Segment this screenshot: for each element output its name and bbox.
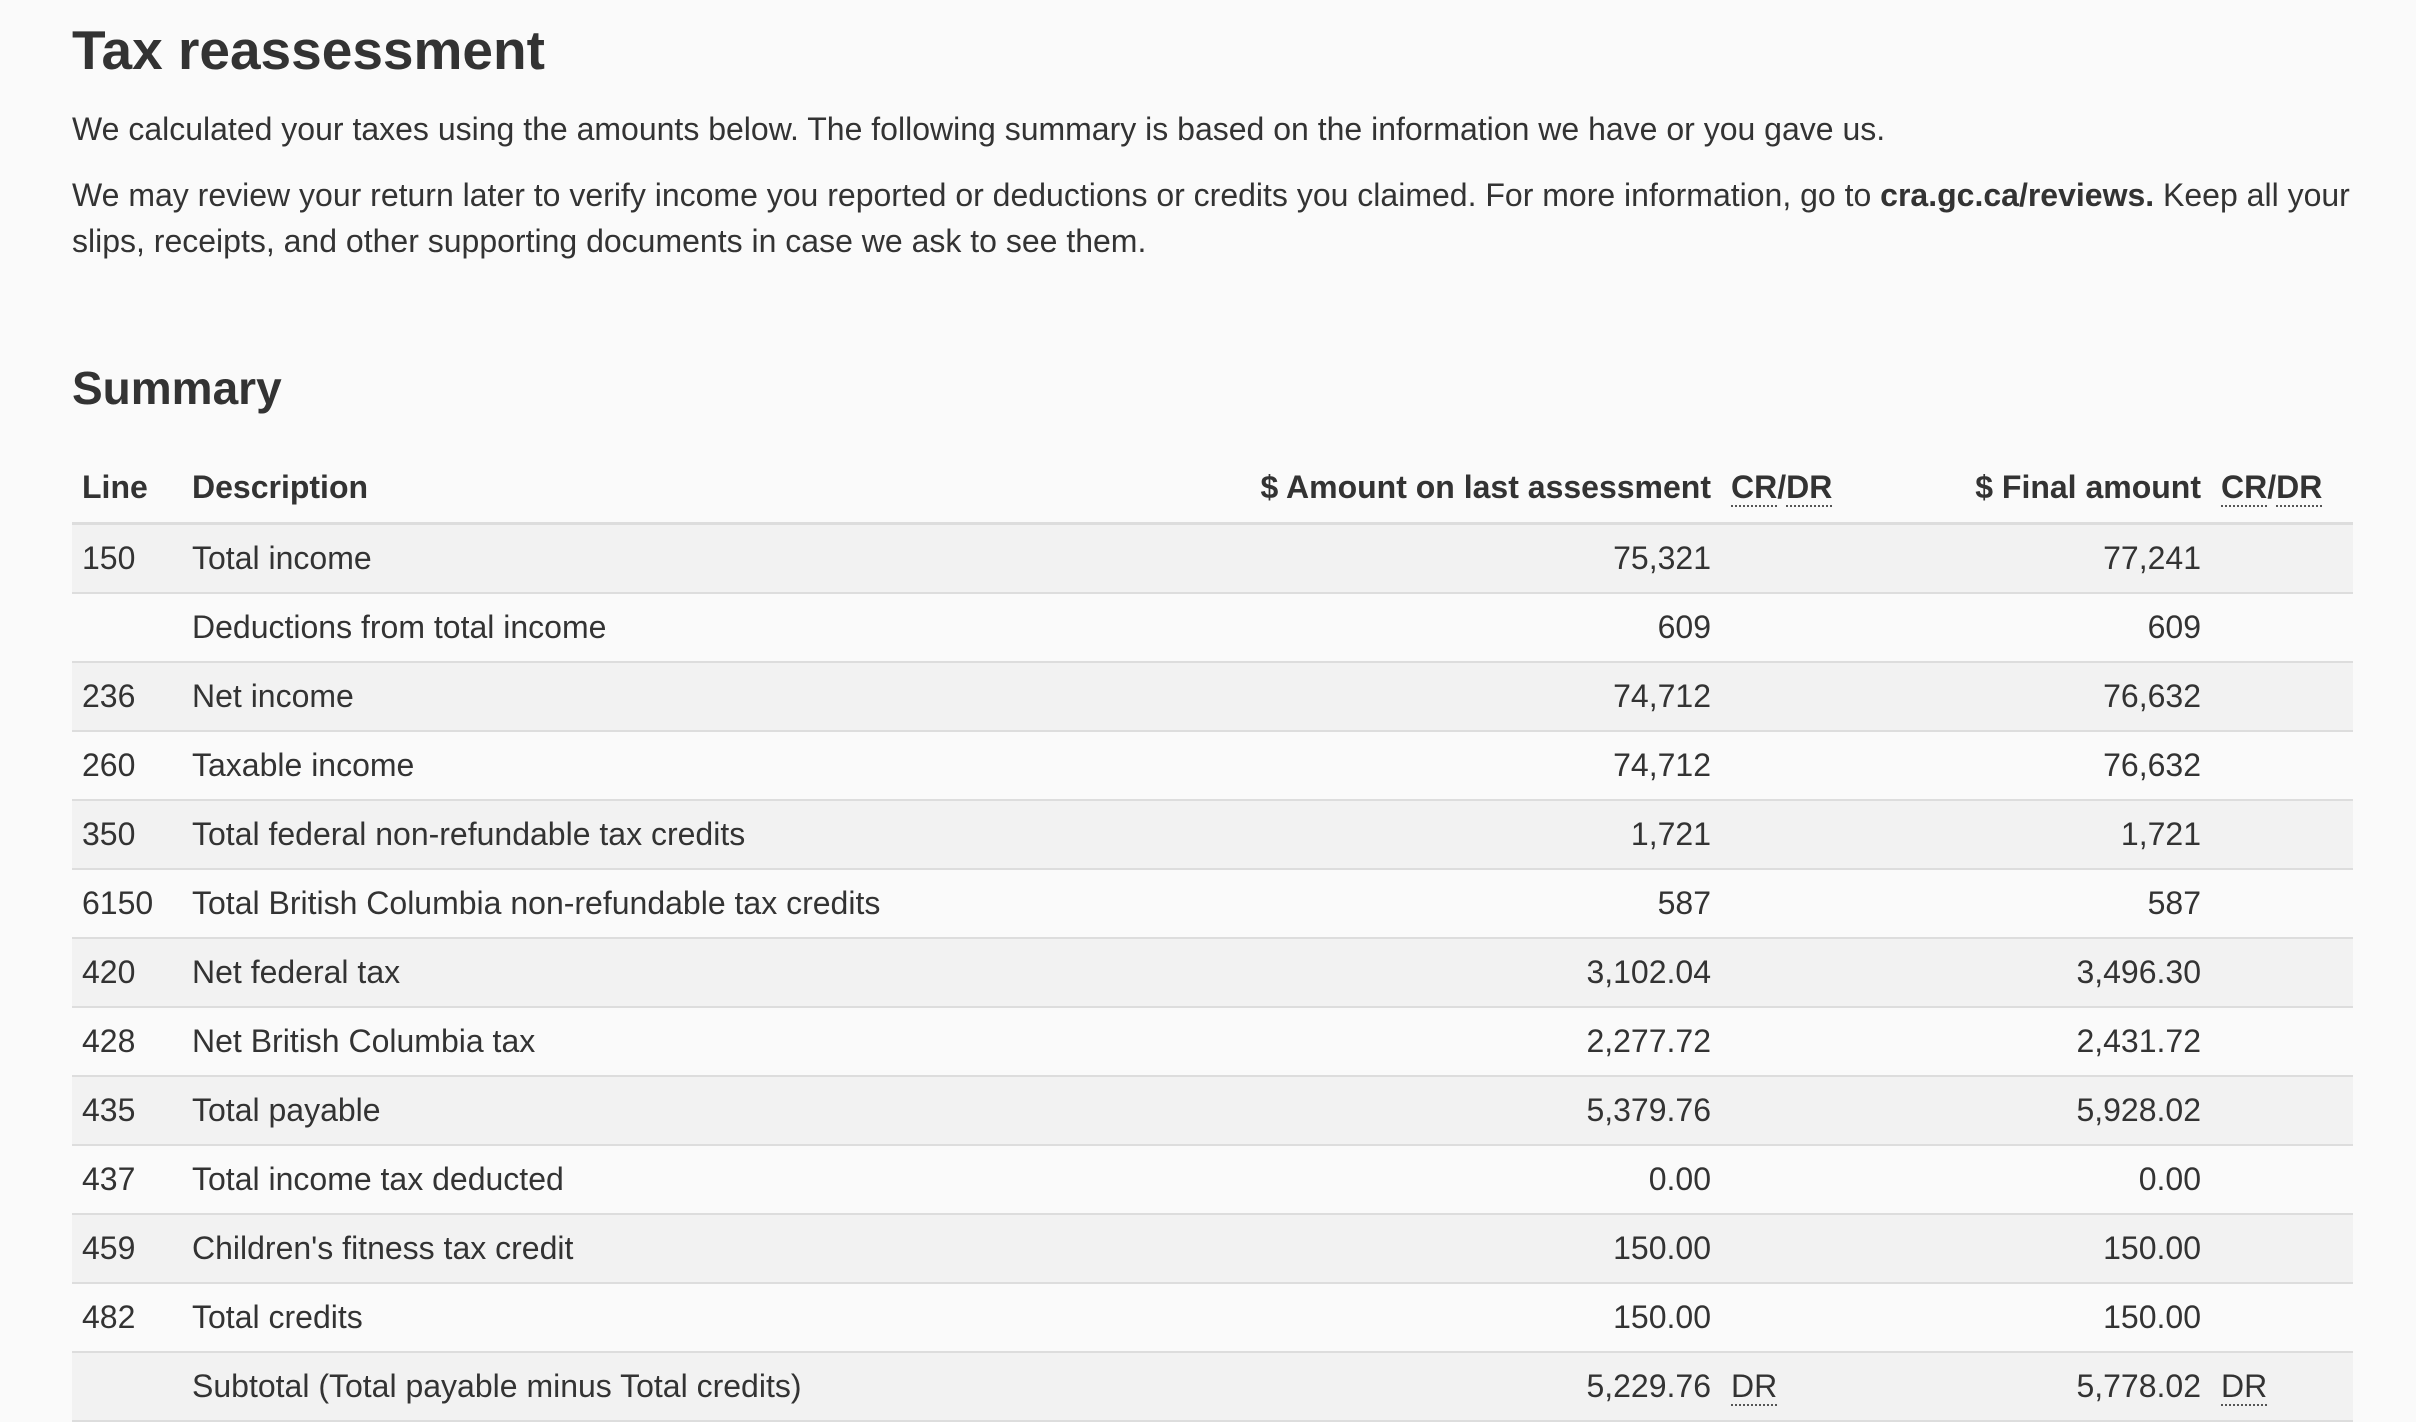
row-line-cell: 150 [72, 524, 182, 594]
crdr-slash: / [2267, 468, 2277, 505]
row-amount-last-cell: 1,721 [1221, 800, 1721, 869]
row-crdr-last-cell [1721, 1214, 1891, 1283]
table-row [72, 938, 2353, 1007]
row-description-cell: Net income [182, 662, 1221, 731]
row-amount-last-cell: 150.00 [1221, 1214, 1721, 1283]
row-final-amount-cell: 1,721 [1891, 800, 2211, 869]
row-description-cell: Children's fitness tax credit [182, 1214, 1221, 1283]
row-crdr-final-cell [2211, 1283, 2353, 1352]
row-final-amount-cell: 150.00 [1891, 1283, 2211, 1352]
row-crdr-last-cell [1721, 1076, 1891, 1145]
row-line-cell [72, 1352, 182, 1421]
table-row [72, 800, 2353, 869]
row-crdr-final-cell [2211, 1145, 2353, 1214]
row-final-amount-cell: 609 [1891, 593, 2211, 662]
crdr-value[interactable]: DR [1731, 1368, 1778, 1404]
summary-table-header [72, 452, 2353, 524]
row-amount-last-cell: 5,229.76 [1221, 1352, 1721, 1421]
col-header-description: Description [182, 452, 1221, 524]
intro-paragraph: We calculated your taxes using the amounts below. The following summary is based on the information we have or you gave us. [72, 111, 1886, 147]
row-crdr-last-cell [1721, 731, 1891, 800]
row-line-cell: 236 [72, 662, 182, 731]
table-row [72, 593, 2353, 662]
row-amount-last-cell: 609 [1221, 593, 1721, 662]
row-crdr-final-cell [2211, 1214, 2353, 1283]
row-amount-last-cell: 587 [1221, 869, 1721, 938]
page-title: Tax reassessment [72, 19, 545, 81]
row-description-cell: Total credits [182, 1283, 1221, 1352]
row-line-cell: 428 [72, 1007, 182, 1076]
table-row [72, 1214, 2353, 1283]
row-amount-last-cell: 3,102.04 [1221, 938, 1721, 1007]
summary-heading: Summary [72, 362, 282, 414]
row-crdr-last-cell [1721, 1145, 1891, 1214]
row-line-cell: 350 [72, 800, 182, 869]
col-header-crdr-last [1721, 452, 1891, 524]
row-amount-last-cell: 2,277.72 [1221, 1007, 1721, 1076]
row-line-cell: 420 [72, 938, 182, 1007]
row-description-cell: Total income [182, 524, 1221, 594]
row-final-amount-cell: 3,496.30 [1891, 938, 2211, 1007]
row-amount-last-cell: 74,712 [1221, 662, 1721, 731]
row-final-amount-cell: 76,632 [1891, 731, 2211, 800]
row-final-amount-cell: 150.00 [1891, 1214, 2211, 1283]
table-row [72, 1007, 2353, 1076]
row-crdr-last-cell [1721, 938, 1891, 1007]
row-final-amount-cell: 587 [1891, 869, 2211, 938]
table-row [72, 662, 2353, 731]
row-line-cell: 6150 [72, 869, 182, 938]
row-line-cell: 437 [72, 1145, 182, 1214]
row-crdr-last-cell [1721, 1283, 1891, 1352]
table-row [72, 1283, 2353, 1352]
row-description-cell: Taxable income [182, 731, 1221, 800]
row-description-cell: Total payable [182, 1076, 1221, 1145]
col-header-crdr-final [2211, 452, 2353, 524]
row-final-amount-cell: 0.00 [1891, 1145, 2211, 1214]
row-crdr-last-cell [1721, 1007, 1891, 1076]
col-header-line: Line [72, 452, 182, 524]
review-paragraph [72, 172, 2353, 264]
row-final-amount-cell: 76,632 [1891, 662, 2211, 731]
row-crdr-last-cell [1721, 662, 1891, 731]
row-crdr-final-cell [2211, 593, 2353, 662]
row-amount-last-cell: 150.00 [1221, 1283, 1721, 1352]
row-crdr-final-cell [2211, 524, 2353, 594]
dr-abbr[interactable]: DR [2276, 468, 2323, 505]
review-text-before: We may review your return later to verify income you reported or deductions or credits you claimed. For more information, go to [72, 177, 1881, 213]
row-crdr-final-cell [2211, 869, 2353, 938]
row-crdr-final-cell [2211, 1352, 2353, 1421]
table-row [72, 731, 2353, 800]
crdr-value[interactable]: DR [2221, 1368, 2268, 1404]
row-crdr-final-cell [2211, 938, 2353, 1007]
row-description-cell: Net British Columbia tax [182, 1007, 1221, 1076]
table-row [72, 1076, 2353, 1145]
cr-abbr[interactable]: CR [2221, 468, 2268, 505]
row-crdr-final-cell [2211, 1076, 2353, 1145]
row-line-cell [72, 593, 182, 662]
row-amount-last-cell: 0.00 [1221, 1145, 1721, 1214]
table-row [72, 524, 2353, 594]
row-crdr-final-cell [2211, 1007, 2353, 1076]
col-header-final-amount: $ Final amount [1891, 452, 2211, 524]
row-final-amount-cell: 5,928.02 [1891, 1076, 2211, 1145]
row-amount-last-cell: 74,712 [1221, 731, 1721, 800]
summary-table [72, 452, 2353, 1422]
row-crdr-last-cell [1721, 1352, 1891, 1421]
row-description-cell: Deductions from total income [182, 593, 1221, 662]
row-crdr-last-cell [1721, 869, 1891, 938]
row-crdr-final-cell [2211, 662, 2353, 731]
row-line-cell: 435 [72, 1076, 182, 1145]
row-line-cell: 459 [72, 1214, 182, 1283]
table-row [72, 1352, 2353, 1421]
row-description-cell: Net federal tax [182, 938, 1221, 1007]
review-text-after: Keep all your slips, receipts, and other supporting documents in case we ask to see them. [72, 177, 2350, 259]
reviews-link[interactable]: cra.gc.ca/reviews. [1880, 177, 2155, 213]
row-amount-last-cell: 5,379.76 [1221, 1076, 1721, 1145]
row-description-cell: Total income tax deducted [182, 1145, 1221, 1214]
row-description-cell: Subtotal (Total payable minus Total credits) [182, 1352, 1221, 1421]
col-header-amount-last: $ Amount on last assessment [1221, 452, 1721, 524]
row-line-cell: 482 [72, 1283, 182, 1352]
row-amount-last-cell: 75,321 [1221, 524, 1721, 594]
row-final-amount-cell: 5,778.02 [1891, 1352, 2211, 1421]
row-crdr-last-cell [1721, 800, 1891, 869]
dr-abbr[interactable]: DR [1786, 468, 1833, 505]
summary-table-body [72, 524, 2353, 1422]
table-row [72, 1145, 2353, 1214]
row-final-amount-cell: 77,241 [1891, 524, 2211, 594]
row-final-amount-cell: 2,431.72 [1891, 1007, 2211, 1076]
header-row [72, 452, 2353, 524]
row-crdr-last-cell [1721, 593, 1891, 662]
row-description-cell: Total federal non-refundable tax credits [182, 800, 1221, 869]
cr-abbr[interactable]: CR [1731, 468, 1778, 505]
table-row [72, 869, 2353, 938]
row-crdr-final-cell [2211, 800, 2353, 869]
row-crdr-final-cell [2211, 731, 2353, 800]
row-line-cell: 260 [72, 731, 182, 800]
row-crdr-last-cell [1721, 524, 1891, 594]
row-description-cell: Total British Columbia non-refundable tax credits [182, 869, 1221, 938]
crdr-slash: / [1777, 468, 1787, 505]
